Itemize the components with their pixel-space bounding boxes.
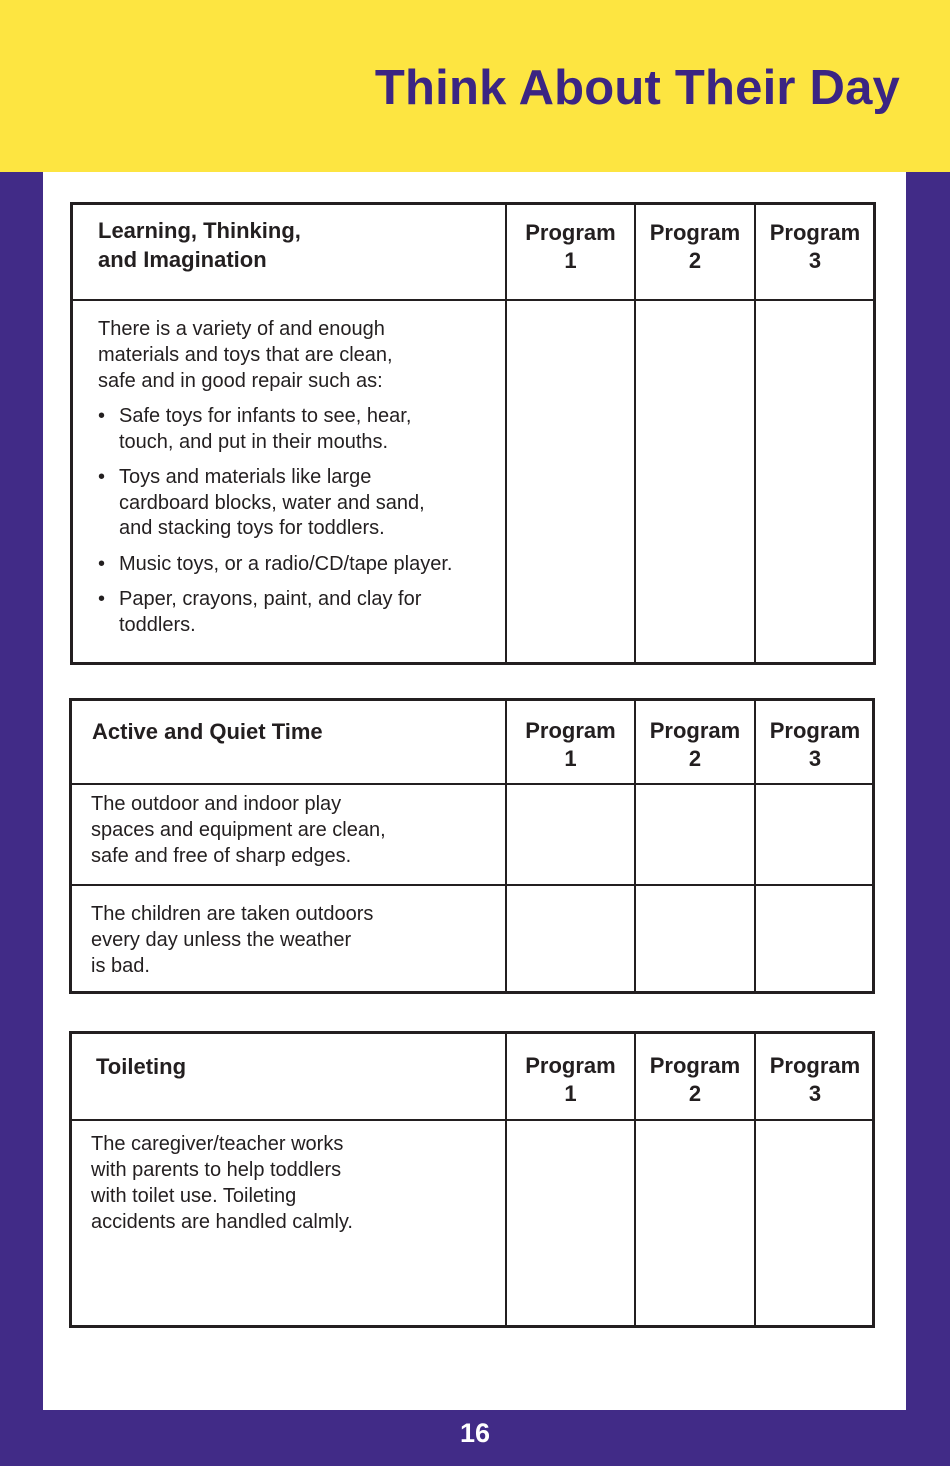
program-1-heading xyxy=(507,1052,634,1108)
program-number: 1 xyxy=(564,248,577,273)
program-number: 2 xyxy=(688,1081,702,1106)
program-label: Program xyxy=(769,1053,861,1078)
section-heading: Learning, Thinking, and Imagination xyxy=(98,218,301,272)
program-number: 3 xyxy=(808,248,822,273)
program-number: 3 xyxy=(808,746,822,771)
page-title: Think About Their Day xyxy=(374,61,900,115)
program-2-check-cell[interactable] xyxy=(636,785,754,884)
program-number: 1 xyxy=(564,1081,577,1106)
section-heading: Toileting xyxy=(96,1054,187,1079)
bullet-item: • Toys and materials like large cardboard blocks, water and sand, and stacking toys for toddlers. xyxy=(98,465,500,542)
program-number: 1 xyxy=(564,746,577,771)
program-2-check-cell[interactable] xyxy=(636,301,754,662)
bullet-item: • Paper, crayons, paint, and clay for toddlers. xyxy=(98,587,500,638)
item-text: The outdoor and indoor play spaces and equipment are clean, safe and free of sharp edges. xyxy=(91,793,386,867)
program-1-check-cell[interactable] xyxy=(507,1121,634,1325)
item-text: The caregiver/teacher works with parents to help toddlers with toilet use. Toileting accidents are handled calmly. xyxy=(91,1133,353,1233)
program-label: Program xyxy=(649,220,741,245)
checklist-toileting xyxy=(69,1031,875,1328)
item-text: There is a variety of and enough materials and toys that are clean, safe and in good repair such as: xyxy=(98,318,393,392)
checklist-item xyxy=(98,316,500,648)
program-3-check-cell[interactable] xyxy=(756,301,874,662)
program-label: Program xyxy=(769,220,861,245)
program-3-check-cell[interactable] xyxy=(756,886,874,991)
program-number: 2 xyxy=(688,248,702,273)
program-3-heading xyxy=(756,717,874,773)
checklist-active-quiet-time xyxy=(69,698,875,994)
page-number: 16 xyxy=(459,1418,491,1448)
program-label: Program xyxy=(769,718,861,743)
program-1-check-cell[interactable] xyxy=(507,886,634,991)
checklist-item xyxy=(91,791,496,869)
program-label: Program xyxy=(525,1053,616,1078)
bullet-item: • Safe toys for infants to see, hear, touch, and put in their mouths. xyxy=(98,404,500,455)
program-2-heading xyxy=(636,717,754,773)
program-3-heading xyxy=(756,1052,874,1108)
program-1-heading xyxy=(507,219,634,275)
program-2-check-cell[interactable] xyxy=(636,1121,754,1325)
program-2-check-cell[interactable] xyxy=(636,886,754,991)
program-label: Program xyxy=(649,1053,741,1078)
bullet-item: • Music toys, or a radio/CD/tape player. xyxy=(98,552,500,578)
program-3-check-cell[interactable] xyxy=(756,785,874,884)
section-heading-cell xyxy=(96,1052,496,1081)
program-label: Program xyxy=(525,718,616,743)
program-3-heading xyxy=(756,219,874,275)
program-label: Program xyxy=(649,718,741,743)
bullet-list xyxy=(98,404,500,638)
program-2-heading xyxy=(636,219,754,275)
section-heading-cell xyxy=(98,216,498,274)
program-2-heading xyxy=(636,1052,754,1108)
program-number: 2 xyxy=(688,746,702,771)
program-1-check-cell[interactable] xyxy=(507,301,634,662)
program-number: 3 xyxy=(808,1081,822,1106)
section-heading-cell xyxy=(92,717,492,746)
checklist-learning-thinking-imagination xyxy=(70,202,876,665)
program-1-heading xyxy=(507,717,634,773)
program-1-check-cell[interactable] xyxy=(507,785,634,884)
item-text: The children are taken outdoors every day unless the weather is bad. xyxy=(91,903,374,977)
program-label: Program xyxy=(525,220,616,245)
section-heading: Active and Quiet Time xyxy=(92,719,323,744)
header-banner xyxy=(0,0,950,172)
checklist-item xyxy=(91,1131,496,1235)
program-3-check-cell[interactable] xyxy=(756,1121,874,1325)
checklist-item xyxy=(91,901,496,979)
